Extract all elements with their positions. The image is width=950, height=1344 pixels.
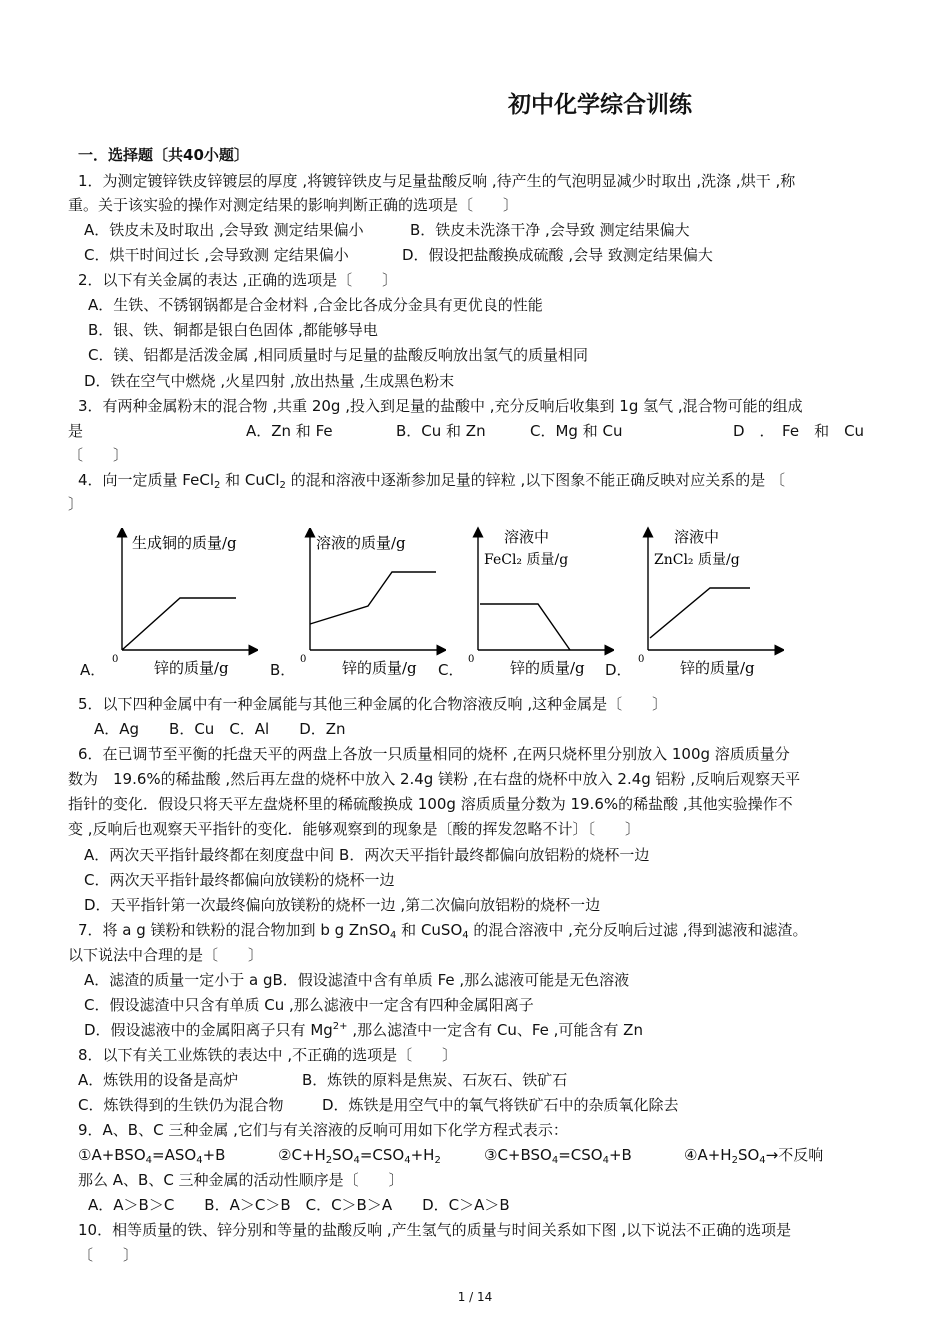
graph-c-ylabel-line1: 溶液中 [504, 528, 550, 546]
q10-stem-line1: 10．相等质量的铁、锌分别和等量的盐酸反响 ,产生氢气的质量与时间关系如下图 ,以下说法不正确的选项是 [78, 1221, 792, 1239]
q1-option-c: C．烘干时间过长 ,会导致测 定结果偏小 [84, 246, 349, 264]
graph-b-curve [310, 572, 436, 624]
q8-option-a: A．炼铁用的设备是高炉 [78, 1071, 239, 1089]
q4-stem-line1: 4．向一定质量 FeCl$_2$ 和 CuCl$_2$ 的混和溶液中逐渐参加足量的锌粒 ,以下图象不能正确反映对应关系的是 〔 [78, 471, 785, 491]
q3-option-a: A．Zn 和 Fe [246, 422, 333, 440]
graph-c-ylabel-line2: FeCl₂ 质量/g [484, 552, 569, 568]
q4-graph-c [464, 526, 614, 680]
q9-options: A．A＞B＞C B．A＞C＞B C．C＞B＞A D．C＞A＞B [88, 1196, 510, 1214]
q7-stem-line1: 7．将 a g 镁粉和铁粉的混合物加到 b g ZnSO$_4$ 和 CuSO$_4$ 的混合溶液中 ,充分反响后过滤 ,得到滤液和滤渣。 [78, 921, 808, 941]
q9-equation-3: $③C+BSO_4=CSO_4+B$ [484, 1146, 632, 1166]
q6-option-a-b: A．两次天平指针最终都在刻度盘中间 B．两次天平指针最终都偏向放铝粉的烧杯一边 [84, 846, 650, 864]
q2-option-a: A．生铁、不锈钢锅都是合金材料 ,合金比各成分金具有更优良的性能 [88, 296, 543, 314]
q2-stem: 2．以下有关金属的表达 ,正确的选项是〔 〕 [78, 271, 398, 289]
page-number: 1 / 14 [457, 1290, 493, 1304]
q1-stem-line2: 重。关于该实验的操作对测定结果的影响判断正确的选项是〔 〕 [68, 196, 519, 214]
graph-a-origin: 0 [112, 654, 119, 665]
q3-stem-line1: 3．有两种金属粉末的混合物 ,共重 20g ,投入到足量的盐酸中 ,充分反响后收集到 1g 氢气 ,混合物可能的组成 [78, 397, 803, 415]
graph-c-curve [480, 604, 570, 650]
q2-option-c: C．镁、铝都是活泼金属 ,相同质量时与足量的盐酸反响放出氢气的质量相同 [88, 346, 589, 364]
q3-answer-bracket: 〔 〕 [68, 446, 129, 464]
q2-option-b: B．银、铁、铜都是银白色固体 ,都能够导电 [88, 321, 378, 339]
q4-graph-b [296, 528, 446, 680]
q9-equation-4: $④A+H_2SO_4\to$不反响 [684, 1146, 824, 1166]
q9-stem-line3: 那么 A、B、C 三种金属的活动性顺序是〔 〕 [78, 1171, 404, 1189]
q8-option-d: D．炼铁是用空气中的氧气将铁矿石中的杂质氧化除去 [322, 1096, 679, 1114]
q7-stem-line2: 以下说法中合理的是〔 〕 [68, 946, 264, 964]
q6-stem-line1: 6．在已调节至平衡的托盘天平的两盘上各放一只质量相同的烧杯 ,在两只烧杯里分别放入 100g 溶质质量分 [78, 745, 790, 763]
graph-d-origin: 0 [638, 654, 645, 665]
q4-option-d-label: D． [605, 661, 632, 679]
q1-stem-line1: 1．为测定镀锌铁皮锌镀层的厚度 ,将镀锌铁皮与足量盐酸反响 ,待产生的气泡明显减少时取出 ,洗涤 ,烘干 ,称 [78, 172, 796, 190]
graph-d-xlabel: 锌的质量/g [680, 659, 755, 677]
graph-c-xlabel: 锌的质量/g [510, 659, 585, 677]
q2-option-d: D．铁在空气中燃烧 ,火星四射 ,放出热量 ,生成黑色粉末 [84, 372, 455, 390]
q3-option-b: B．Cu 和 Zn [396, 422, 486, 440]
graph-d-curve [650, 588, 750, 638]
q4-graph-d [634, 526, 784, 680]
q7-option-c: C．假设滤渣中只含有单质 Cu ,那么滤液中一定含有四种金属阳离子 [84, 996, 534, 1014]
q4-graph-a [108, 528, 258, 680]
q7-option-d: D．假设滤液中的金属阳离子只有 $Mg^{2+}$ ,那么滤渣中一定含有 Cu、Fe ,可能含有 Zn [84, 1021, 643, 1039]
q6-stem-line3: 指针的变化．假设只将天平左盘烧杯里的稀硫酸换成 100g 溶质质量分数为 19.6%的稀盐酸 ,其他实验操作不 [68, 795, 793, 813]
q6-stem-line4: 变 ,反响后也观察天平指针的变化．能够观察到的现象是〔酸的挥发忽略不计〕〔 〕 [68, 820, 641, 838]
q10-stem-line2: 〔 〕 [78, 1246, 139, 1264]
q1-option-b: B．铁皮未洗涤干净 ,会导致 测定结果偏大 [410, 221, 690, 239]
graph-b-ylabel: 溶液的质量/g [316, 534, 406, 552]
q8-option-c: C．炼铁得到的生铁仍为混合物 [78, 1096, 284, 1114]
q5-stem: 5．以下四种金属中有一种金属能与其他三种金属的化合物溶液反响 ,这种金属是〔 〕 [78, 695, 668, 713]
q8-stem: 8．以下有关工业炼铁的表达中 ,不正确的选项是〔 〕 [78, 1046, 458, 1064]
q4-stem-line2: 〕 [68, 495, 84, 513]
graph-a-xlabel: 锌的质量/g [154, 659, 229, 677]
q1-option-d: D．假设把盐酸换成硫酸 ,会导 致测定结果偏大 [402, 246, 713, 264]
q6-option-d: D．天平指针第一次最终偏向放镁粉的烧杯一边 ,第二次偏向放铝粉的烧杯一边 [84, 896, 601, 914]
graph-c-origin: 0 [468, 654, 475, 665]
q6-stem-line2: 数为 19.6%的稀盐酸 ,然后再左盘的烧杯中放入 2.4g 镁粉 ,在右盘的烧杯中放入 2.4g 铝粉 ,反响后观察天平 [68, 770, 801, 788]
q3-stem-line2: 是 [68, 422, 84, 440]
q9-stem: 9．A、B、C 三种金属 ,它们与有关溶液的反响可用如下化学方程式表示： [78, 1121, 568, 1139]
q4-option-b-label: B． [270, 661, 296, 679]
q4-option-a-label: A． [80, 661, 106, 679]
graph-b-origin: 0 [300, 654, 307, 665]
graph-a-ylabel: 生成铜的质量/g [132, 534, 237, 552]
section-heading: 一．选择题〔共40小题〕 [78, 146, 249, 164]
graph-d-ylabel-line1: 溶液中 [674, 528, 720, 546]
graph-d-ylabel-line2: ZnCl₂ 质量/g [654, 552, 740, 568]
q7-option-a-b: A．滤渣的质量一定小于 a gB．假设滤渣中含有单质 Fe ,那么滤液可能是无色溶液 [84, 971, 630, 989]
graph-b-xlabel: 锌的质量/g [342, 659, 417, 677]
page-title: 初中化学综合训练 [508, 92, 692, 118]
q9-equation-1: $①A+BSO_4=ASO_4+B$ [78, 1146, 226, 1166]
q8-option-b: B．炼铁的原料是焦炭、石灰石、铁矿石 [302, 1071, 568, 1089]
q3-option-d: D ． Fe 和 Cu [733, 422, 865, 440]
graph-a-curve [122, 598, 236, 650]
q3-option-c: C．Mg 和 Cu [530, 422, 623, 440]
q1-option-a: A．铁皮未及时取出 ,会导致 测定结果偏小 [84, 221, 364, 239]
q9-equation-2: $②C+H_2SO_4=CSO_4+H_2$ [278, 1146, 441, 1166]
q5-options: A．Ag B．Cu C．Al D．Zn [94, 720, 346, 738]
q4-option-c-label: C． [438, 661, 464, 679]
q6-option-c: C．两次天平指针最终都偏向放镁粉的烧杯一边 [84, 871, 395, 889]
